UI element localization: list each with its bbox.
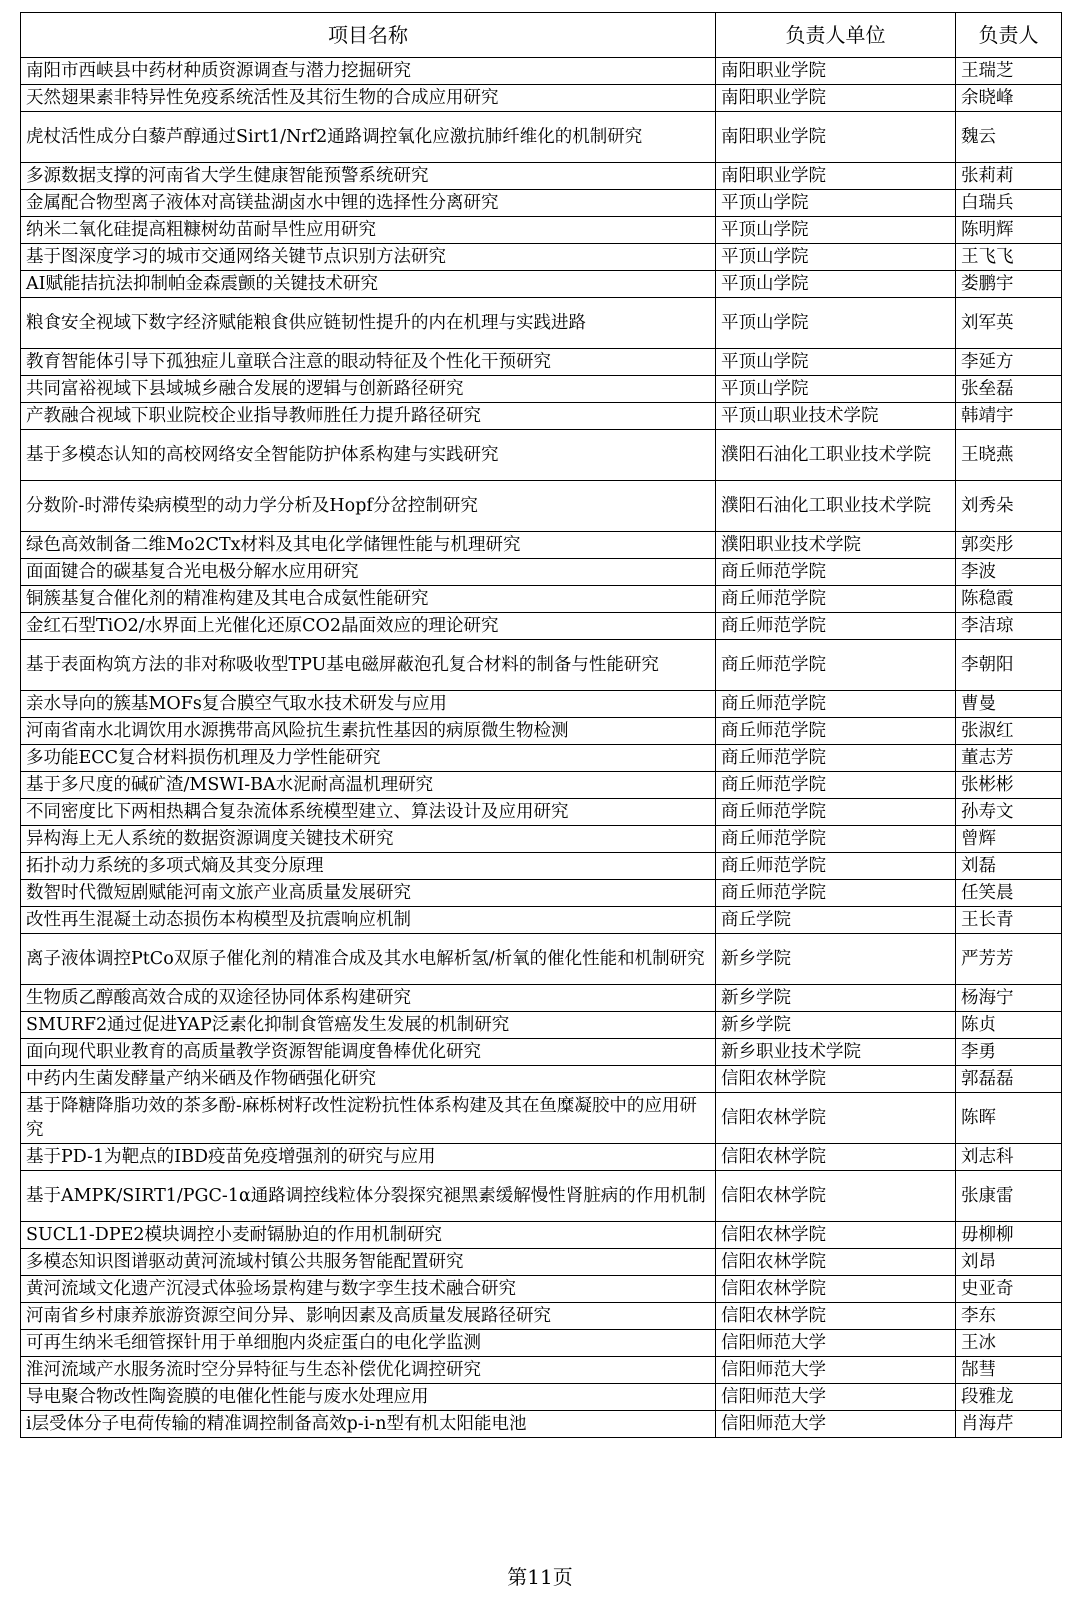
- cell-leader: 陈贞: [956, 1012, 1062, 1039]
- cell-unit: 南阳职业学院: [716, 85, 956, 112]
- table-row: [21, 190, 1062, 217]
- cell-leader: 段雅龙: [956, 1384, 1062, 1411]
- cell-unit: 商丘师范学院: [716, 772, 956, 799]
- table-row: [21, 772, 1062, 799]
- cell-project-name: 异构海上无人系统的数据资源调度关键技术研究: [21, 826, 716, 853]
- cell-project-name: 教育智能体引导下孤独症儿童联合注意的眼动特征及个性化干预研究: [21, 349, 716, 376]
- cell-leader: 李朝阳: [956, 640, 1062, 691]
- cell-project-name: 基于表面构筑方法的非对称吸收型TPU基电磁屏蔽泡孔复合材料的制备与性能研究: [21, 640, 716, 691]
- cell-leader: 郭磊磊: [956, 1066, 1062, 1093]
- cell-unit: 平顶山学院: [716, 190, 956, 217]
- table-row: [21, 1249, 1062, 1276]
- cell-project-name: 纳米二氧化硅提高粗糠树幼苗耐旱性应用研究: [21, 217, 716, 244]
- table-row: [21, 826, 1062, 853]
- table-row: [21, 799, 1062, 826]
- table-row: [21, 691, 1062, 718]
- cell-leader: 王飞飞: [956, 244, 1062, 271]
- cell-leader: 张垒磊: [956, 376, 1062, 403]
- table-body: [21, 58, 1062, 1438]
- cell-project-name: 改性再生混凝土动态损伤本构模型及抗震响应机制: [21, 907, 716, 934]
- cell-unit: 信阳农林学院: [716, 1222, 956, 1249]
- table-row: [21, 1039, 1062, 1066]
- cell-project-name: 河南省南水北调饮用水源携带高风险抗生素抗性基因的病原微生物检测: [21, 718, 716, 745]
- cell-project-name: 粮食安全视域下数字经济赋能粮食供应链韧性提升的内在机理与实践进路: [21, 298, 716, 349]
- cell-project-name: 虎杖活性成分白藜芦醇通过Sirt1/Nrf2通路调控氧化应激抗肺纤维化的机制研究: [21, 112, 716, 163]
- cell-project-name: 中药内生菌发酵量产纳米硒及作物硒强化研究: [21, 1066, 716, 1093]
- cell-unit: 平顶山学院: [716, 217, 956, 244]
- cell-leader: 孙寿文: [956, 799, 1062, 826]
- cell-leader: 王晓燕: [956, 430, 1062, 481]
- cell-project-name: 生物质乙醇酸高效合成的双途径协同体系构建研究: [21, 985, 716, 1012]
- cell-unit: 濮阳职业技术学院: [716, 532, 956, 559]
- table-row: [21, 907, 1062, 934]
- cell-leader: 刘志科: [956, 1144, 1062, 1171]
- table-row: [21, 853, 1062, 880]
- table-row: [21, 1411, 1062, 1438]
- table-row: [21, 640, 1062, 691]
- cell-leader: 李东: [956, 1303, 1062, 1330]
- cell-unit: 商丘师范学院: [716, 718, 956, 745]
- table-row: [21, 1357, 1062, 1384]
- cell-leader: 曾辉: [956, 826, 1062, 853]
- header-unit: 负责人单位: [716, 13, 956, 58]
- cell-unit: 新乡学院: [716, 985, 956, 1012]
- cell-unit: 商丘师范学院: [716, 640, 956, 691]
- cell-leader: 王冰: [956, 1330, 1062, 1357]
- cell-project-name: 天然翅果素非特异性免疫系统活性及其衍生物的合成应用研究: [21, 85, 716, 112]
- cell-project-name: 金红石型TiO2/水界面上光催化还原CO2晶面效应的理论研究: [21, 613, 716, 640]
- cell-unit: 南阳职业学院: [716, 163, 956, 190]
- table-row: [21, 163, 1062, 190]
- cell-unit: 平顶山学院: [716, 244, 956, 271]
- table-row: [21, 1276, 1062, 1303]
- table-row: [21, 1384, 1062, 1411]
- table-row: [21, 985, 1062, 1012]
- cell-unit: 商丘师范学院: [716, 586, 956, 613]
- cell-leader: 王瑞芝: [956, 58, 1062, 85]
- cell-unit: 信阳师范大学: [716, 1330, 956, 1357]
- cell-unit: 商丘师范学院: [716, 559, 956, 586]
- cell-unit: 信阳农林学院: [716, 1144, 956, 1171]
- table-row: [21, 1171, 1062, 1222]
- cell-project-name: 分数阶-时滞传染病模型的动力学分析及Hopf分岔控制研究: [21, 481, 716, 532]
- page-number: 第11页: [507, 1565, 573, 1589]
- table-row: [21, 1222, 1062, 1249]
- cell-unit: 商丘师范学院: [716, 799, 956, 826]
- cell-project-name: 离子液体调控PtCo双原子催化剂的精准合成及其水电解析氢/析氧的催化性能和机制研究: [21, 934, 716, 985]
- cell-leader: 张莉莉: [956, 163, 1062, 190]
- cell-unit: 商丘师范学院: [716, 745, 956, 772]
- cell-leader: 刘军英: [956, 298, 1062, 349]
- table-row: [21, 1330, 1062, 1357]
- cell-leader: 娄鹏宇: [956, 271, 1062, 298]
- table-row: [21, 1012, 1062, 1039]
- cell-unit: 濮阳石油化工职业技术学院: [716, 430, 956, 481]
- table-header: [21, 13, 1062, 58]
- cell-unit: 信阳师范大学: [716, 1357, 956, 1384]
- table-row: [21, 1093, 1062, 1144]
- table-row: [21, 244, 1062, 271]
- table-row: [21, 745, 1062, 772]
- cell-unit: 新乡学院: [716, 934, 956, 985]
- table-row: [21, 271, 1062, 298]
- table-row: [21, 298, 1062, 349]
- cell-leader: 张淑红: [956, 718, 1062, 745]
- cell-unit: 信阳农林学院: [716, 1066, 956, 1093]
- table-row: [21, 1144, 1062, 1171]
- cell-unit: 商丘师范学院: [716, 880, 956, 907]
- cell-unit: 商丘师范学院: [716, 826, 956, 853]
- cell-unit: 信阳农林学院: [716, 1303, 956, 1330]
- cell-unit: 信阳农林学院: [716, 1276, 956, 1303]
- cell-project-name: 南阳市西峡县中药材种质资源调查与潜力挖掘研究: [21, 58, 716, 85]
- cell-project-name: 基于多模态认知的高校网络安全智能防护体系构建与实践研究: [21, 430, 716, 481]
- cell-leader: 董志芳: [956, 745, 1062, 772]
- table-row: [21, 559, 1062, 586]
- table-row: [21, 376, 1062, 403]
- cell-unit: 濮阳石油化工职业技术学院: [716, 481, 956, 532]
- table-row: [21, 85, 1062, 112]
- cell-unit: 信阳农林学院: [716, 1171, 956, 1222]
- cell-project-name: 基于多尺度的碱矿渣/MSWI-BA水泥耐高温机理研究: [21, 772, 716, 799]
- cell-leader: 刘磊: [956, 853, 1062, 880]
- table-row: [21, 481, 1062, 532]
- project-table: [20, 12, 1062, 1438]
- cell-leader: 曹曼: [956, 691, 1062, 718]
- cell-unit: 商丘师范学院: [716, 853, 956, 880]
- cell-leader: 刘昂: [956, 1249, 1062, 1276]
- cell-leader: 陈晖: [956, 1093, 1062, 1144]
- cell-unit: 平顶山学院: [716, 349, 956, 376]
- cell-unit: 商丘师范学院: [716, 691, 956, 718]
- cell-project-name: 亲水导向的簇基MOFs复合膜空气取水技术研发与应用: [21, 691, 716, 718]
- cell-unit: 信阳师范大学: [716, 1384, 956, 1411]
- cell-unit: 商丘学院: [716, 907, 956, 934]
- table-row: [21, 934, 1062, 985]
- cell-project-name: 面向现代职业教育的高质量教学资源智能调度鲁棒优化研究: [21, 1039, 716, 1066]
- table-row: [21, 1066, 1062, 1093]
- cell-project-name: 导电聚合物改性陶瓷膜的电催化性能与废水处理应用: [21, 1384, 716, 1411]
- cell-leader: 陈明辉: [956, 217, 1062, 244]
- cell-leader: 张彬彬: [956, 772, 1062, 799]
- cell-unit: 商丘师范学院: [716, 613, 956, 640]
- cell-leader: 任笑晨: [956, 880, 1062, 907]
- cell-leader: 李延方: [956, 349, 1062, 376]
- cell-leader: 李洁琼: [956, 613, 1062, 640]
- cell-leader: 严芳芳: [956, 934, 1062, 985]
- table-row: [21, 217, 1062, 244]
- cell-unit: 平顶山学院: [716, 376, 956, 403]
- cell-project-name: 多模态知识图谱驱动黄河流域村镇公共服务智能配置研究: [21, 1249, 716, 1276]
- cell-project-name: 基于PD-1为靶点的IBD疫苗免疫增强剂的研究与应用: [21, 1144, 716, 1171]
- table-row: [21, 880, 1062, 907]
- cell-leader: 杨海宁: [956, 985, 1062, 1012]
- cell-leader: 魏云: [956, 112, 1062, 163]
- cell-leader: 肖海芹: [956, 1411, 1062, 1438]
- table-row: [21, 718, 1062, 745]
- cell-leader: 郭奕彤: [956, 532, 1062, 559]
- table-row: [21, 1303, 1062, 1330]
- cell-project-name: 多源数据支撑的河南省大学生健康智能预警系统研究: [21, 163, 716, 190]
- cell-project-name: 基于图深度学习的城市交通网络关键节点识别方法研究: [21, 244, 716, 271]
- table-row: [21, 349, 1062, 376]
- cell-leader: 王长青: [956, 907, 1062, 934]
- cell-leader: 张康雷: [956, 1171, 1062, 1222]
- cell-project-name: 基于AMPK/SIRT1/PGC-1α通路调控线粒体分裂探究褪黑素缓解慢性肾脏病的作用机制: [21, 1171, 716, 1222]
- cell-project-name: 产教融合视域下职业院校企业指导教师胜任力提升路径研究: [21, 403, 716, 430]
- cell-project-name: 共同富裕视域下县域城乡融合发展的逻辑与创新路径研究: [21, 376, 716, 403]
- table-row: [21, 532, 1062, 559]
- header-leader: 负责人: [956, 13, 1062, 58]
- cell-project-name: 河南省乡村康养旅游资源空间分异、影响因素及高质量发展路径研究: [21, 1303, 716, 1330]
- cell-project-name: 数智时代微短剧赋能河南文旅产业高质量发展研究: [21, 880, 716, 907]
- cell-leader: 李勇: [956, 1039, 1062, 1066]
- table-row: [21, 613, 1062, 640]
- cell-project-name: 多功能ECC复合材料损伤机理及力学性能研究: [21, 745, 716, 772]
- cell-unit: 平顶山学院: [716, 271, 956, 298]
- cell-leader: 毋柳柳: [956, 1222, 1062, 1249]
- cell-leader: 李波: [956, 559, 1062, 586]
- cell-leader: 郜彗: [956, 1357, 1062, 1384]
- cell-leader: 刘秀朵: [956, 481, 1062, 532]
- cell-leader: 韩靖宇: [956, 403, 1062, 430]
- cell-unit: 信阳师范大学: [716, 1411, 956, 1438]
- cell-project-name: SUCL1-DPE2模块调控小麦耐镉胁迫的作用机制研究: [21, 1222, 716, 1249]
- cell-unit: 信阳农林学院: [716, 1093, 956, 1144]
- cell-unit: 新乡学院: [716, 1012, 956, 1039]
- cell-project-name: 不同密度比下两相热耦合复杂流体系统模型建立、算法设计及应用研究: [21, 799, 716, 826]
- cell-project-name: 铜簇基复合催化剂的精准构建及其电合成氨性能研究: [21, 586, 716, 613]
- cell-project-name: 基于降糖降脂功效的茶多酚-麻栎树籽改性淀粉抗性体系构建及其在鱼糜凝胶中的应用研究: [21, 1093, 716, 1144]
- table-row: [21, 586, 1062, 613]
- cell-unit: 平顶山职业技术学院: [716, 403, 956, 430]
- table-row: [21, 403, 1062, 430]
- header-project-name: 项目名称: [21, 13, 716, 58]
- cell-unit: 信阳农林学院: [716, 1249, 956, 1276]
- cell-project-name: 面面键合的碳基复合光电极分解水应用研究: [21, 559, 716, 586]
- cell-project-name: 淮河流域产水服务流时空分异特征与生态补偿优化调控研究: [21, 1357, 716, 1384]
- cell-project-name: i层受体分子电荷传输的精准调控制备高效p-i-n型有机太阳能电池: [21, 1411, 716, 1438]
- table-row: [21, 112, 1062, 163]
- cell-unit: 南阳职业学院: [716, 58, 956, 85]
- cell-project-name: SMURF2通过促进YAP泛素化抑制食管癌发生发展的机制研究: [21, 1012, 716, 1039]
- cell-leader: 余晓峰: [956, 85, 1062, 112]
- cell-project-name: 金属配合物型离子液体对高镁盐湖卤水中锂的选择性分离研究: [21, 190, 716, 217]
- cell-project-name: AI赋能拮抗法抑制帕金森震颤的关键技术研究: [21, 271, 716, 298]
- cell-leader: 史亚奇: [956, 1276, 1062, 1303]
- table-row: [21, 58, 1062, 85]
- cell-unit: 南阳职业学院: [716, 112, 956, 163]
- cell-unit: 新乡职业技术学院: [716, 1039, 956, 1066]
- table-row: [21, 430, 1062, 481]
- header-row: [21, 13, 1062, 58]
- cell-project-name: 黄河流域文化遗产沉浸式体验场景构建与数字孪生技术融合研究: [21, 1276, 716, 1303]
- cell-project-name: 可再生纳米毛细管探针用于单细胞内炎症蛋白的电化学监测: [21, 1330, 716, 1357]
- cell-project-name: 绿色高效制备二维Mo2CTx材料及其电化学储锂性能与机理研究: [21, 532, 716, 559]
- cell-unit: 平顶山学院: [716, 298, 956, 349]
- cell-leader: 白瑞兵: [956, 190, 1062, 217]
- cell-leader: 陈稳霞: [956, 586, 1062, 613]
- cell-project-name: 拓扑动力系统的多项式熵及其变分原理: [21, 853, 716, 880]
